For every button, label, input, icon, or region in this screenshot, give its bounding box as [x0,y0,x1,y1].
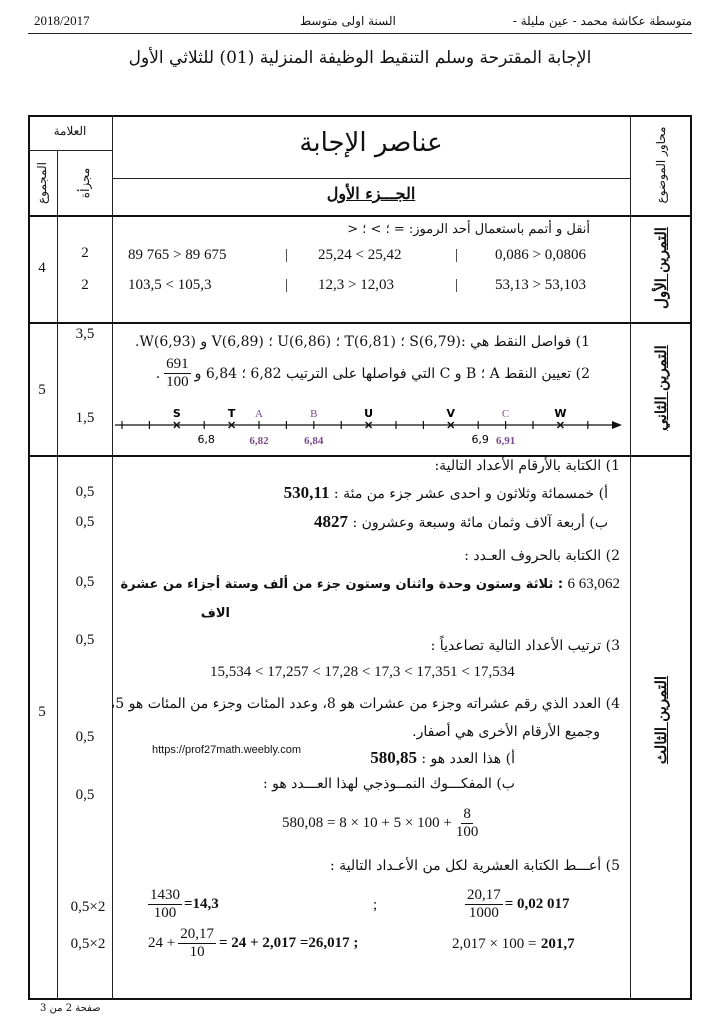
partial-mark: 0,5 [75,484,95,500]
ex3-q3: 3) ترتيب الأعداد التالية تصاعدياً : [430,638,620,654]
partial-mark: 0,5×2 [70,936,106,952]
answer: 4827 [314,512,349,531]
ex2-q1: 1) فواصل النقط هي :S(6,79) ؛ T(6,81) ؛ U(6,86) ؛ V(6,89) و W(6,93). [135,334,590,350]
row-divider [28,150,112,151]
denominator: 100 [153,905,177,921]
answer: =14,3 [184,896,219,912]
column-divider [630,115,631,1000]
expression: 24 + [148,935,176,951]
fraction [164,356,191,391]
numerator: 8 [463,806,471,822]
partial-header: مجزأة [78,167,92,199]
ex1-item: 89 765 > 89 675 [128,247,227,263]
page-title: الإجابة المقترحة وسلم التنقيط الوظيفة المنزلية (01) للثلاثي الأول [128,48,592,68]
tick-label: 6,91 [495,435,516,447]
column-divider [57,150,58,1000]
text: أ) هذا العدد هو : [421,751,515,767]
answer: 530,11 [283,483,330,502]
exercise-2-label: التمرين الثاني [652,345,670,431]
fraction [465,887,503,922]
partial-mark: 2 [81,245,89,261]
ex3-q5-item [465,887,570,922]
ex3-q2-answer-cont: الاف [200,606,230,621]
ex3-q5: 5) أعـــط الكتابة العشرية لكل من الأعـداد التالية : [329,858,620,874]
ex1-item: 103,5 < 105,3 [128,277,212,293]
numerator: 20,17 [467,887,501,903]
page-number: صفحة 2 من 3 [40,1003,101,1014]
row-divider [28,455,692,457]
answer: = 24 + 2,017 =26,017 ; [218,935,359,951]
website-url[interactable]: https://prof27math.weebly.com [152,744,301,756]
point-label: T [227,407,236,420]
row-divider [28,322,692,324]
point-label: W [554,407,567,420]
exercise-3-label: التمرين الثالث [652,675,670,765]
period: . [155,365,161,382]
arrow-head-icon [612,421,622,429]
ex3-q2-answer [120,576,620,593]
tick-label: 6,82 [249,435,269,447]
answer: : ثلاثة وستون وحدة واثنان وستون جزء من ألف وستة أجزاء من عشرة [120,577,564,592]
ex3-q5-item [148,926,358,961]
separator: | [455,247,459,263]
ex1-item: 12,3 > 12,03 [318,277,394,293]
level: السنة اولى متوسط [300,14,396,28]
separator: ; [373,897,378,913]
fraction [148,887,182,922]
partial-mark: 1,5 [75,410,95,426]
part-one-header: الجـــزء الأول [326,184,416,203]
partial-mark: 3,5 [75,326,95,342]
answer: 580,85 [370,748,417,767]
tick-label: 6,8 [197,433,215,446]
school-name: متوسطة عكاشة محمد - عين مليلة - [512,14,692,28]
partial-mark: 0,5 [75,574,95,590]
partial-mark: 2 [81,277,89,293]
fraction [178,926,216,961]
ex1-item: 53,13 > 53,103 [495,277,586,293]
numerator: 691 [166,356,189,372]
separator: | [285,247,289,263]
row-divider [112,178,630,179]
ex2-q2-text: 2) تعيين النقط A ؛ B و C التي فواصلها على الترتيب 6,82 ؛ 6,84 و [194,365,590,382]
expression: 580,08 = 8 × 10 + 5 × 100 + [282,815,452,831]
point-label: B [310,408,318,420]
ex3-q4-cont: وجميع الأرقام الأخرى هي أصفار. [412,724,600,740]
answer: = 0,02 017 [504,896,570,912]
ex3-q3-answer: 15,534 < 17,257 < 17,28 < 17,3 < 17,351 < 17,534 [210,664,515,680]
number: 63,062 6 [567,576,620,592]
point-label: A [255,408,263,420]
point-label: C [501,408,510,420]
ex3-q4b-equation [282,806,478,841]
ex3-q5-item [452,936,575,953]
ex3-q1: 1) الكتابة بالأرقام الأعداد التالية: [434,458,620,474]
numerator: 20,17 [180,926,214,942]
point-label: S [172,407,181,420]
partial-mark: 0,5×2 [70,899,106,915]
tick-label: 6,84 [304,435,324,447]
partial-mark: 0,5 [75,729,95,745]
total-mark: 5 [38,382,46,398]
ex3-q2: 2) الكتابة بالحروف العـدد : [464,548,620,564]
ex3-q4b: ب) المفكـــوك النمــوذجي لهذا العـــدد هو : [262,776,515,792]
ex1-instruction: أنقل و أتمم باستعمال أحد الرموز: = ؛ > ؛ < [347,222,590,237]
text: ب) أربعة آلاف وثمان مائة وسبعة وعشرون : [352,515,608,531]
marks-header: العلامة [53,124,87,138]
ex3-q4: 4) العدد الذي رقم عشراته وجزء من عشرات هو 8، وعدد المئات وجزء من المئات هو 5، [110,696,620,712]
separator: | [455,277,459,293]
exercise-1-label: التمرين الأول [652,227,670,309]
tick-label: 6,9 [471,433,489,446]
total-header: المجموع [35,162,49,204]
ex1-item: 25,24 < 25,42 [318,247,402,263]
ex1-item: 0,086 > 0,0806 [495,247,586,263]
column-divider [112,115,113,1000]
partial-mark: 0,5 [75,787,95,803]
total-mark: 5 [38,704,46,720]
row-divider [28,215,692,217]
separator: | [285,277,289,293]
fraction [456,806,479,841]
denominator: 100 [166,374,189,390]
ex3-q5-item [148,887,219,922]
ex3-q1a [284,483,608,503]
point-label: U [364,407,374,420]
answer-elements-header: عناصر الإجابة [299,128,443,158]
partial-mark: 0,5 [75,514,95,530]
expression: 2,017 × 100 = [452,936,537,952]
axes-header: محاور الموضوع [654,126,668,204]
point-label: V [446,407,456,420]
denominator: 1000 [468,905,499,921]
ex3-q1b [314,512,608,532]
answer: 201,7 [540,936,575,952]
ex2-q2 [156,356,590,391]
school-year: 2018/2017 [34,13,90,28]
ex3-q4a [370,748,515,768]
denominator: 10 [189,944,205,960]
partial-mark: 0,5 [75,632,95,648]
numerator: 1430 [150,887,180,903]
header-rule [28,33,692,34]
number-line [0,395,630,455]
text: أ) خمسمائة وثلاثون و احدى عشر جزء من مئة : [333,486,608,502]
denominator: 100 [455,824,479,840]
total-mark: 4 [38,260,46,276]
